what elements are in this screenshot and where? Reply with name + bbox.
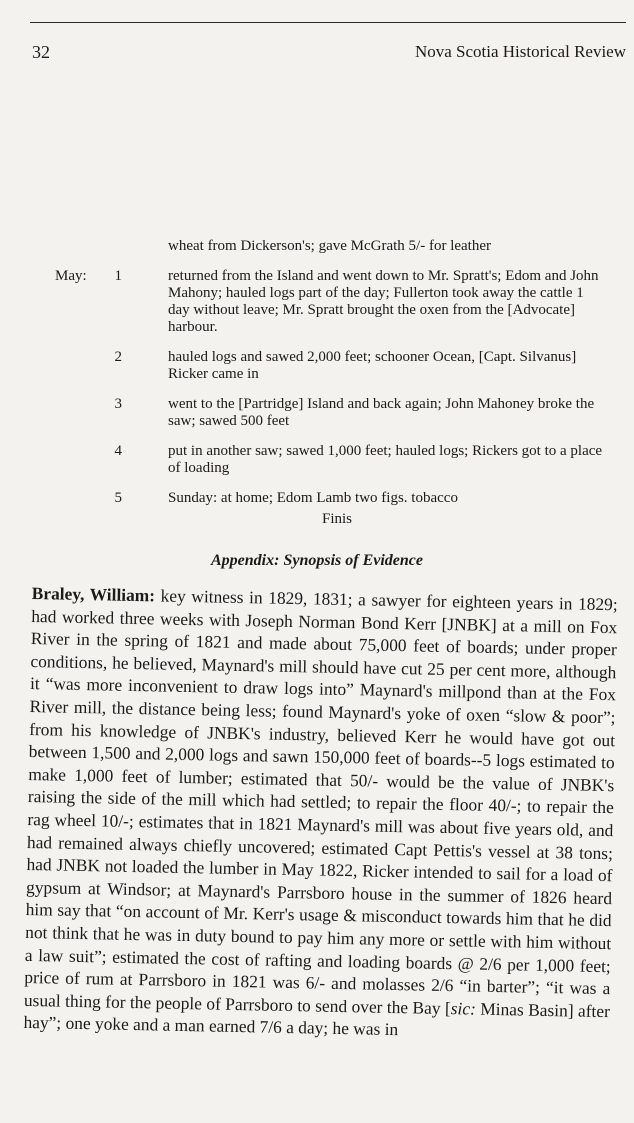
diary-text: Sunday: at home; Edom Lamb two figs. tobacco: [168, 490, 458, 506]
finis-label: Finis: [321, 511, 352, 527]
diary-month: May:: [55, 268, 87, 284]
diary-entry: [0, 268, 634, 336]
diary-entry: [0, 443, 634, 477]
diary-day: 5: [114, 490, 122, 506]
appendix-text-continued: Minas Basin] after hay”; one yoke and a man earned 7/6 a day; he was in: [23, 998, 611, 1040]
diary-day: 4: [114, 443, 122, 459]
diary-entry: [0, 490, 634, 507]
diary-text: wheat from Dickerson's; gave McGrath 5/- for leather: [168, 238, 491, 254]
diary-text: put in another saw; sawed 1,000 feet; hauled logs; Rickers got to a place of loading: [168, 443, 603, 476]
appendix-entry: [23, 582, 618, 1045]
running-title: Nova Scotia Historical Review: [414, 42, 626, 61]
sic-note: sic:: [450, 997, 477, 1019]
header-rule: [30, 22, 626, 23]
diary-extract: [0, 238, 634, 528]
diary-entry: [0, 396, 634, 430]
diary-entry: [0, 349, 634, 383]
diary-day: 2: [114, 349, 122, 365]
page-number: 32: [32, 42, 50, 62]
diary-text: hauled logs and sawed 2,000 feet; schooner Ocean, [Capt. Silvanus] Ricker came in: [168, 349, 577, 382]
diary-text: returned from the Island and went down to Mr. Spratt's; Edom and John Mahony; hauled logs part of the day; Fullerton took away the cattle 1 day without leave; Mr. Spratt brought the oxen from the [Advocate] harbour.: [168, 268, 599, 335]
page-header: [30, 42, 626, 66]
diary-day: 1: [114, 268, 122, 284]
diary-day: 3: [114, 396, 122, 412]
diary-lead-line: [0, 238, 634, 255]
diary-text: went to the [Partridge] Island and back again; John Mahoney broke the saw; sawed 500 feet: [168, 396, 595, 429]
appendix-text: key witness in 1829, 1831; a sawyer for eighteen years in 1829; had worked three weeks with Joseph Norman Bond Kerr [JNBK] at a mill on Fox River in the spring of 1821 and made about 75,000 feet of boards; under proper conditions, he believed, Maynard's mill should have cut 25 per cent more, although it “was more inconvenient to draw logs into” Maynard's millpond than at the Fox River mill, the distance being less; found Maynard's yoke of oxen “slow & poor”; from his knowledge of JNBK's industry, believed Kerr he would have got out between 1,500 and 2,000 logs and sawn 150,000 feet of boards--5 logs estimated to make 1,000 feet of lumber; estimated that 50/- would be the value of JNBK's raising the side of the mill which had settled; to repair the floor 40/-; to repair the rag wheel 10/-; estimates that in 1821 Maynard's mill was about five years old, and had remained always chiefly uncovered; estimated Capt Pettis's vessel at 38 tons; had JNBK not loaded the lumber in May 1822, Ricker intended to sail for a load of gypsum at Windsor; at Maynard's Parrsboro house in the summer of 1826 heard him say that “on account of Mr. Kerr's usage & misconduct towards him that he did not think that he was in duty bound to pay him any more or settle with him without a law suit”; estimated the cost of rafting and loading boards @ 2/6 per 1,000 feet; price of rum at Parrsboro in 1821 was 6/- and molasses 2/6 “in barter”; “it was a usual thing for the people of Parrsboro to send over the Bay [: [23, 585, 618, 1018]
witness-name: Braley, William:: [31, 582, 156, 606]
appendix-heading: Appendix: Synopsis of Evidence: [211, 552, 423, 569]
